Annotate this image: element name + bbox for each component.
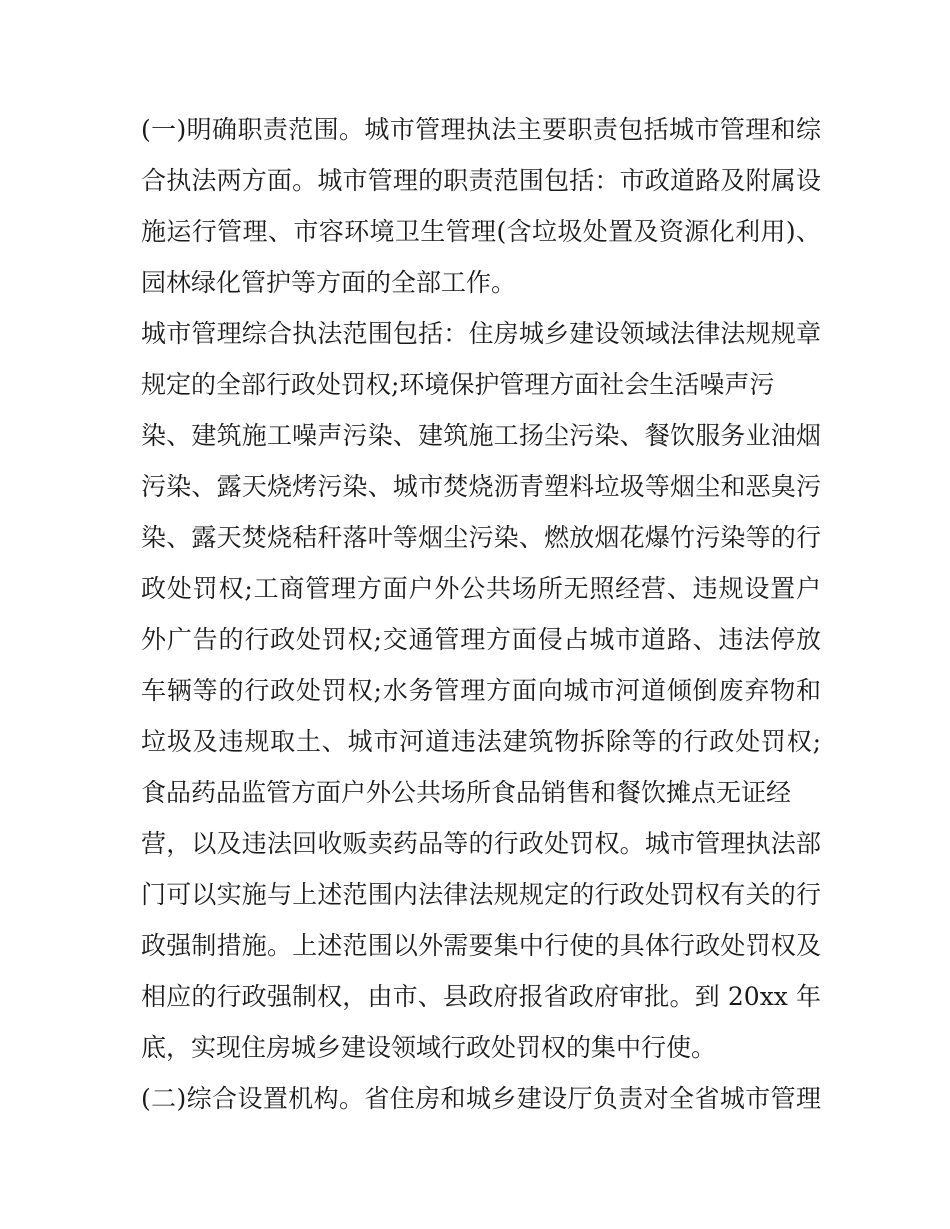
- text-line: 政处罚权;工商管理方面户外公共场所无照经营、违规设置户: [141, 574, 821, 603]
- body-text: [141, 104, 821, 1124]
- text-line: 施运行管理、市容环境卫生管理(含垃圾处置及资源化利用)、: [141, 217, 821, 246]
- text-line: 相应的行政强制权，由市、县政府报省政府审批。到 20xx 年: [141, 982, 821, 1011]
- text-line: 园林绿化管护等方面的全部工作。: [141, 268, 517, 297]
- text-line: 门可以实施与上述范围内法律法规规定的行政处罚权有关的行: [141, 880, 821, 909]
- text-line: 染、露天焚烧秸秆落叶等烟尘污染、燃放烟花爆竹污染等的行: [141, 523, 821, 552]
- text-line: 规定的全部行政处罚权;环境保护管理方面社会生活噪声污: [141, 370, 775, 399]
- text-line: 城市管理综合执法范围包括：住房城乡建设领域法律法规规章: [141, 319, 821, 348]
- text-line: 底，实现住房城乡建设领域行政处罚权的集中行使。: [141, 1033, 717, 1062]
- text-line: 车辆等的行政处罚权;水务管理方面向城市河道倾倒废弃物和: [141, 676, 821, 705]
- text-line: 营，以及违法回收贩卖药品等的行政处罚权。城市管理执法部: [141, 829, 821, 858]
- text-line: 外广告的行政处罚权;交通管理方面侵占城市道路、违法停放: [141, 625, 821, 654]
- text-line: 污染、露天烧烤污染、城市焚烧沥青塑料垃圾等烟尘和恶臭污: [141, 472, 821, 501]
- text-line: 合执法两方面。城市管理的职责范围包括：市政道路及附属设: [141, 166, 821, 195]
- text-line: 政强制措施。上述范围以外需要集中行使的具体行政处罚权及: [141, 931, 821, 960]
- text-line: (一)明确职责范围。城市管理执法主要职责包括城市管理和综: [141, 115, 821, 144]
- text-line: 染、建筑施工噪声污染、建筑施工扬尘污染、餐饮服务业油烟: [141, 421, 821, 450]
- text-line: (二)综合设置机构。省住房和城乡建设厅负责对全省城市管理: [141, 1084, 821, 1113]
- text-line: 垃圾及违规取土、城市河道违法建筑物拆除等的行政处罚权;: [141, 727, 821, 756]
- text-line: 食品药品监管方面户外公共场所食品销售和餐饮摊点无证经: [141, 778, 792, 807]
